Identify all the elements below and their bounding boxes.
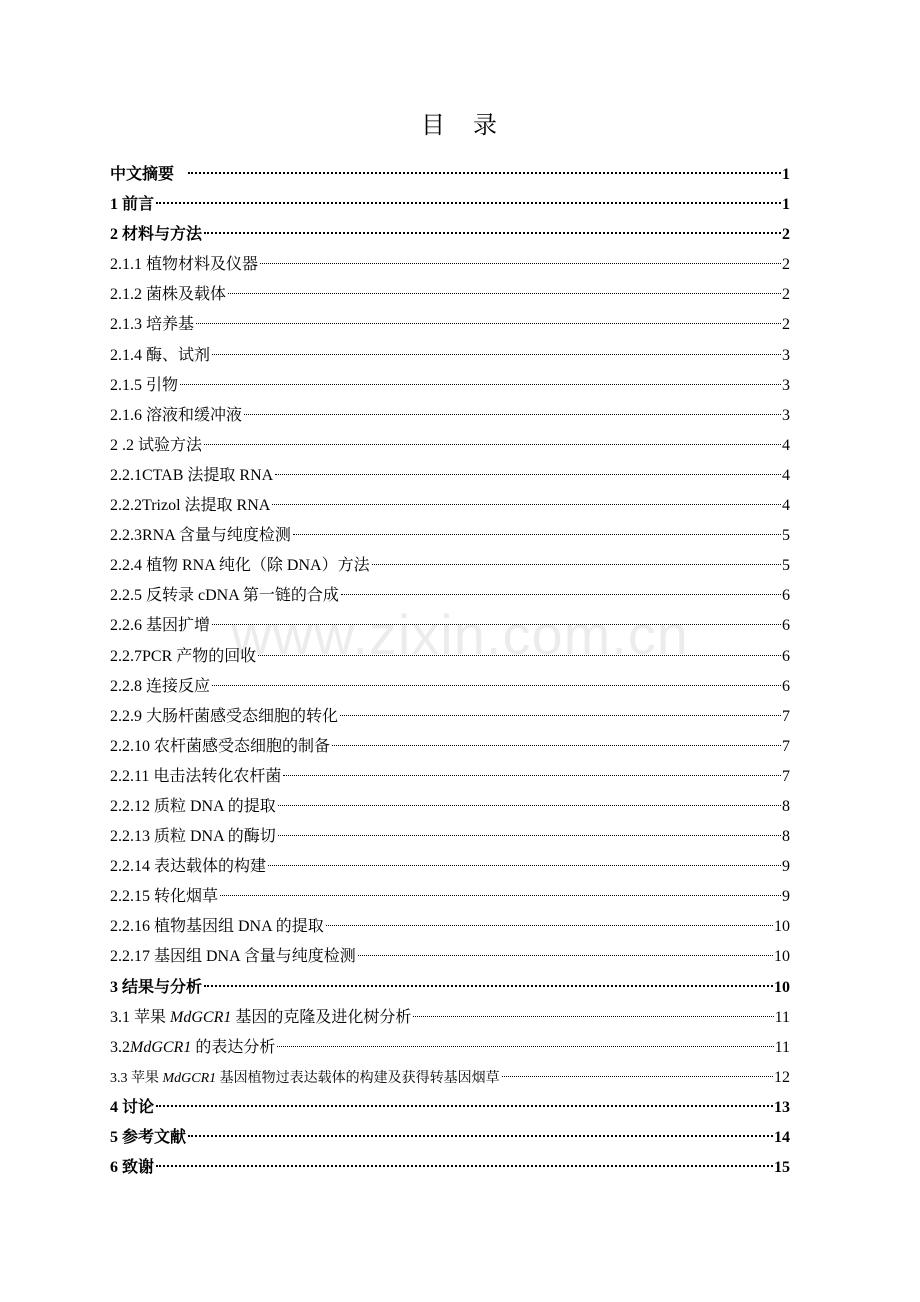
toc-entry[interactable] [110,1123,790,1153]
toc-entry-label [110,1003,411,1033]
leader-dots [413,1016,773,1017]
leader-dots [272,504,781,505]
toc-entry[interactable] [110,371,790,401]
toc-entry[interactable] [110,1063,790,1093]
toc-entry-label: 中文摘要 [110,166,175,183]
toc-entry-page: 11 [774,1008,790,1026]
toc-entry-label: 2.2.16 植物基因组 DNA 的提取 [110,918,324,936]
leader-dots [188,1135,773,1137]
toc-entry-page: 7 [782,767,790,785]
gene-name: MdGCR1 [170,1008,232,1026]
toc-entry[interactable] [110,611,790,641]
leader-dots [358,955,773,956]
toc-entry[interactable] [110,882,790,912]
toc-entry-page: 6 [782,647,790,665]
toc-entry-label [110,1033,275,1063]
toc-entry-label: 6 致谢 [110,1159,155,1177]
gene-name: MdGCR1 [130,1038,192,1056]
toc-entry-label: 4 讨论 [110,1098,155,1116]
table-of-contents [110,160,790,1183]
toc-entry-label: 2.2.17 基因组 DNA 含量与纯度检测 [110,948,356,966]
leader-dots [502,1076,773,1077]
leader-dots [220,895,781,896]
toc-entry[interactable] [110,792,790,822]
toc-entry-page: 4 [782,436,790,454]
label-prefix: 3.2 [110,1038,130,1056]
toc-entry-page: 7 [782,707,790,725]
toc-entry[interactable] [110,220,790,250]
toc-entry[interactable] [110,431,790,461]
leader-dots [372,564,781,565]
leader-dots [341,594,781,595]
leader-dots [188,172,781,174]
toc-entry[interactable] [110,1093,790,1123]
toc-entry-label: 2.2.8 连接反应 [110,677,211,695]
toc-entry[interactable] [110,491,790,521]
toc-entry-page: 12 [774,1068,790,1086]
toc-entry[interactable] [110,672,790,702]
toc-entry[interactable] [110,280,790,310]
leader-dots [277,1046,773,1047]
toc-entry[interactable] [110,852,790,882]
toc-entry-label [110,1064,500,1094]
toc-entry-label: 2.2.14 表达载体的构建 [110,858,267,876]
toc-entry-page: 15 [774,1159,790,1177]
leader-dots [275,474,781,475]
leader-dots [204,444,781,445]
leader-dots [212,685,781,686]
toc-entry[interactable] [110,732,790,762]
toc-entry[interactable] [110,973,790,1003]
toc-entry-page: 1 [782,166,790,183]
toc-entry[interactable] [110,762,790,792]
toc-entry-page: 2 [782,316,790,334]
toc-entry[interactable] [110,250,790,280]
toc-entry[interactable] [110,160,790,190]
toc-entry[interactable] [110,912,790,942]
toc-entry-label: 1 前言 [110,196,155,214]
leader-dots [228,293,781,294]
toc-entry-page: 8 [782,828,790,846]
toc-entry[interactable] [110,551,790,581]
leader-dots [196,323,781,324]
toc-entry-page: 5 [782,527,790,545]
toc-entry-page: 3 [782,346,790,364]
toc-entry-page: 9 [782,858,790,876]
toc-entry-label: 2.1.3 培养基 [110,316,195,334]
toc-entry-page: 4 [782,466,790,484]
label-suffix: 基因植物过表达载体的构建及获得转基因烟草 [216,1070,500,1086]
toc-entry[interactable] [110,341,790,371]
toc-entry-page: 1 [782,196,790,214]
leader-dots [278,805,781,806]
label-prefix: 3.3 苹果 [110,1070,163,1086]
toc-entry-page: 5 [782,557,790,575]
toc-entry-label: 5 参考文献 [110,1129,187,1146]
leader-dots [156,202,781,204]
toc-entry[interactable] [110,461,790,491]
toc-entry-label: 2.2.7PCR 产物的回收 [110,647,257,665]
toc-entry[interactable] [110,702,790,732]
toc-entry-page: 6 [782,617,790,635]
toc-entry-label: 2.1.5 引物 [110,376,179,394]
leader-dots [278,835,781,836]
toc-entry-page: 3 [782,406,790,424]
toc-entry-label: 2.1.4 酶、试剂 [110,346,211,364]
toc-entry[interactable] [110,822,790,852]
toc-entry-page: 11 [774,1038,790,1056]
toc-entry-page: 13 [774,1098,790,1116]
toc-entry-page: 3 [782,376,790,394]
toc-entry-label: 2 .2 试验方法 [110,436,203,454]
watermark: www.zixin.com.cn [231,603,689,666]
toc-entry-label: 2 材料与方法 [110,226,203,244]
toc-entry-label: 2.2.10 农杆菌感受态细胞的制备 [110,737,331,755]
toc-entry-page: 7 [782,737,790,755]
toc-entry-label: 2.1.2 菌株及载体 [110,286,227,304]
toc-entry-page: 2 [782,256,790,274]
leader-dots [268,865,781,866]
toc-entry-page: 6 [782,677,790,695]
toc-entry-label: 2.2.3RNA 含量与纯度检测 [110,527,291,545]
leader-dots [332,745,781,746]
leader-dots [156,1105,773,1107]
toc-entry[interactable] [110,1033,790,1063]
toc-entry[interactable] [110,1153,790,1183]
leader-dots [156,1165,773,1167]
toc-entry-page: 10 [774,918,790,936]
toc-entry[interactable] [110,581,790,611]
toc-entry-label: 2.2.4 植物 RNA 纯化（除 DNA）方法 [110,557,370,575]
leader-dots [204,985,773,987]
leader-dots [258,655,781,656]
toc-entry-page: 6 [782,587,790,605]
toc-entry-page: 9 [782,888,790,906]
gene-name: MdGCR1 [162,1070,217,1086]
toc-entry[interactable] [110,401,790,431]
leader-dots [260,263,781,264]
toc-entry[interactable] [110,642,790,672]
toc-entry[interactable] [110,942,790,972]
toc-entry-label: 2.2.12 质粒 DNA 的提取 [110,797,276,815]
toc-entry-label: 3 结果与分析 [110,978,203,996]
toc-entry-page: 2 [782,286,790,304]
toc-entry-page: 10 [774,978,790,996]
page-title: 目 录 [421,113,499,139]
leader-dots [212,354,781,355]
toc-entry-label: 2.2.15 转化烟草 [110,888,219,906]
toc-entry[interactable] [110,190,790,220]
toc-entry-page: 14 [774,1129,790,1146]
toc-entry-label: 2.2.6 基因扩增 [110,617,211,635]
toc-entry-label: 2.2.11 电击法转化农杆菌 [110,767,282,785]
toc-entry-label: 2.2.9 大肠杆菌感受态细胞的转化 [110,707,339,725]
toc-entry-page: 10 [774,948,790,966]
toc-entry-page: 8 [782,797,790,815]
leader-dots [283,775,781,776]
leader-dots [244,414,781,415]
leader-dots [180,384,781,385]
toc-entry-label: 2.2.5 反转录 cDNA 第一链的合成 [110,587,339,605]
toc-entry[interactable] [110,1003,790,1033]
toc-entry-label: 2.2.13 质粒 DNA 的酶切 [110,828,276,846]
label-suffix: 基因的克隆及进化树分析 [231,1008,412,1026]
toc-entry-label: 2.1.6 溶液和缓冲液 [110,406,243,424]
toc-entry-page: 4 [782,497,790,515]
toc-entry-label: 2.2.2Trizol 法提取 RNA [110,497,271,515]
leader-dots [212,624,781,625]
label-suffix: 的表达分析 [191,1038,276,1056]
leader-dots [204,232,781,234]
toc-entry[interactable] [110,521,790,551]
toc-entry-label: 2.1.1 植物材料及仪器 [110,256,259,274]
toc-entry[interactable] [110,310,790,340]
toc-entry-page: 2 [782,226,790,244]
leader-dots [340,715,781,716]
toc-entry-label: 2.2.1CTAB 法提取 RNA [110,466,274,484]
leader-dots [326,925,773,926]
leader-dots [293,534,781,535]
label-prefix: 3.1 苹果 [110,1008,171,1026]
